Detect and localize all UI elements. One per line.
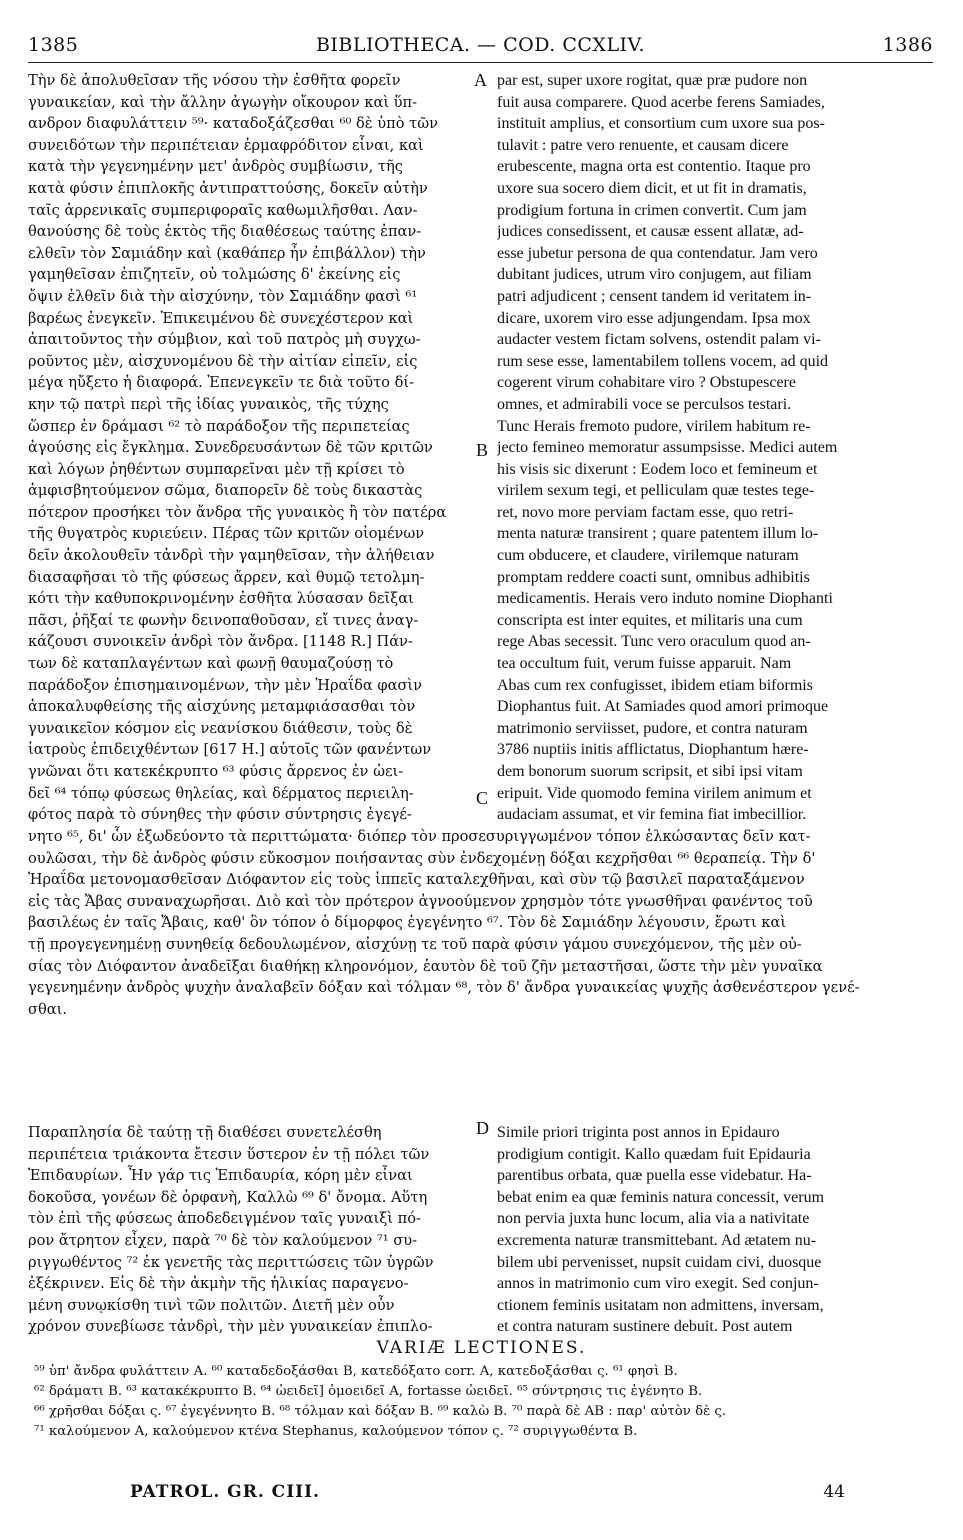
section-marker-d: D <box>476 1118 489 1138</box>
latin-column-bottom <box>497 1122 933 1338</box>
text-line: βασιλέως ἐν ταῖς Ἄβαις, καθ' ὃν τόπον ὁ δίμορφος ἐγεγένητο ⁶⁷. Τὸν δὲ Σαμιάδην λέγουσιν, ἔρωτι καὶ <box>28 914 787 932</box>
text-line: fuit ausa comparere. Quod acerbe ferens Samiades, <box>497 93 825 111</box>
text-line: virilem sexum tegi, et pelliculam quæ testes tege- <box>497 482 815 500</box>
greek-full-width-text <box>28 826 933 1020</box>
text-line: μέγα ηὔξετο ἡ διαφορά. Ἐπενεγκεῖν τε διὰ τοῦτο δί- <box>28 374 415 392</box>
text-line: ταῖς ἀρρενικαῖς συμπεριφοραῖς καθωμιλῆσθαι. Λαν- <box>28 201 418 219</box>
text-line: ροῦντος μὲν, αἰσχυνομένου δὲ τὴν αἰτίαν εἰπεῖν, εἰς <box>28 352 418 370</box>
footer-sheet-number: 44 <box>823 1482 845 1502</box>
text-line: audaciam assumat, et vir femina fiat imbecillior. <box>497 806 807 824</box>
text-line: τὸν ἐπὶ τῆς φύσεως ἀποδεδειγμένον ταῖς γυναιξὶ πό- <box>28 1210 421 1228</box>
section-marker-a: A <box>474 70 487 90</box>
text-line: ὥσπερ ἐν δράμασι ⁶² τὸ παράδοξον τῆς περιπετείας <box>28 417 410 435</box>
running-title: BIBLIOTHECA. — COD. CCXLIV. <box>315 34 646 56</box>
text-line: prodigium contigit. Kallo quædam fuit Epidauria <box>497 1145 811 1163</box>
section-marker-c: C <box>476 788 489 808</box>
text-line: περιπέτεια τριάκοντα ἔτεσιν ὕστερον ἐν τῇ πόλει τῶν <box>28 1145 430 1163</box>
text-line: excrementa naturæ transmittebant. Ad ætatem nu- <box>497 1231 817 1249</box>
text-line: erubescente, magna orta est contentio. Itaque pro <box>497 158 811 176</box>
text-line: conscripta est inter equites, et militaris una cum <box>497 611 803 629</box>
text-line: annos in matrimonio cum viro exegit. Sed conjun- <box>497 1275 819 1293</box>
text-line: Diophantus fuit. At Samiades quod amori primoque <box>497 698 829 716</box>
text-line: ἀγούσης εἰς ἔγκλημα. Συνεδρευσάντων δὲ τῶν κριτῶν <box>28 439 433 457</box>
text-line: prodigium fortuna in crimen convertit. Cum jam <box>497 201 807 219</box>
text-line: Tunc Herais fremoto pudore, virilem habitum re- <box>497 417 811 435</box>
text-line: μένη συνῳκίσθη τινὶ τῶν πολιτῶν. Διετῆ μὲν οὖν <box>28 1296 395 1314</box>
text-line: promptam reddere coacti sunt, omnibus adhibitis <box>497 568 810 586</box>
text-line: ctionem feminis usitatam non admittens, inversam, <box>497 1296 824 1314</box>
text-line: bilem ubi pervenisset, nupsit cuidam civi, duosque <box>497 1253 822 1271</box>
text-line: παράδοξον ἐπισημαινομένων, τὴν μὲν Ἡραΐδα φασὶν <box>28 676 423 694</box>
text-line: eripuit. Vide quomodo femina virilem animum et <box>497 784 812 802</box>
text-line: Ἐπιδαυρίων. Ἦν γάρ τις Ἐπιδαυρία, κόρη μὲν εἶναι <box>28 1167 413 1185</box>
text-line: βαρέως ἐνεγκεῖν. Ἐπικειμένου δὲ συνεχέστερον καὶ <box>28 309 414 327</box>
variae-lectiones-title: VARIÆ LECTIONES. <box>376 1338 587 1358</box>
text-line: judices consedissent, et causæ essent allatæ, ad- <box>497 223 804 241</box>
text-line: par est, super uxore rogitat, quæ præ pudore non <box>497 72 808 89</box>
text-line: ἐξέκρινεν. Εἰς δὲ τὴν ἀκμὴν τῆς ἡλικίας παραγενο- <box>28 1275 409 1293</box>
text-line: γαμηθεῖσαν ἐπιζητεῖν, οὐ τολμώσης δ' ἐκείνης εἰς <box>28 266 401 284</box>
text-line: audacter vestem fictam solvens, ostendit palam vi- <box>497 331 821 349</box>
text-line: cum obducere, et claudere, virilemque naturam <box>497 547 799 565</box>
text-line: ret, novo more perviam factam esse, quo retri- <box>497 503 794 521</box>
text-line: ἀπαιτοῦντος τὴν σύμβιον, καὶ τοῦ πατρὸς μὴ συγχω- <box>28 331 421 349</box>
text-line: et contra naturam sustinere debuit. Post autem <box>497 1318 793 1336</box>
page-header <box>28 34 933 64</box>
text-line: omnes, et admirabili voce se perculsos testari. <box>497 395 792 413</box>
text-line: rum sese esse, lamentabilem tollens vocem, ad quid <box>497 352 829 370</box>
text-line: ρον ἄτρητον εἶχεν, παρὰ ⁷⁰ δὲ τὸν καλούμενον ⁷¹ συ- <box>28 1231 418 1249</box>
section-marker-b: B <box>476 440 489 460</box>
text-line: ριγγωθέντος ⁷² ἐκ γενετῆς τὰς περιττώσεις τῶν ὑγρῶν <box>28 1253 434 1271</box>
text-line: τῆς θυγατρὸς κυριεύειν. Πέρας τῶν κριτῶν οἰομένων <box>28 525 425 543</box>
text-line: τῇ προγεγενημένῃ συνηθείᾳ δεδουλωμένον, αἰσχύνῃ τε τοῦ παρὰ φύσιν γάμου συνεχόμενον, τῆς μὲν οὐ- <box>28 935 802 953</box>
text-line: Τὴν δὲ ἀπολυθεῖσαν τῆς νόσου τὴν ἐσθῆτα φορεῖν <box>28 72 401 89</box>
text-line: κατὰ φύσιν ἐπιπλοκῆς ἀντιπραττούσης, δοκεῖν αὐτὴν <box>28 179 428 197</box>
text-line: parentibus orbata, quæ puella esse videbatur. Ha- <box>497 1167 812 1185</box>
text-line: εἰς τὰς Ἄβας συναναχωρῆσαι. Διὸ καὶ τὸν πρότερον ἀγνοούμενον χρησμὸν τότε γνωσθῆναι φανέντος τοῦ <box>28 892 813 910</box>
text-line: κότι τὴν καθυποκρινομένην ἐσθῆτα λύσασαν δεῖξαι <box>28 590 414 608</box>
text-line: rege Abas secessit. Tunc vero oraculum quod an- <box>497 633 811 651</box>
text-line: patri adjudicent ; censent tandem id veritatem in- <box>497 287 812 305</box>
text-line: φότος παρὰ τὸ σύνηθες τὴν φύσιν σύντρησις ἐγεγέ- <box>28 806 412 824</box>
text-line: κάζουσι συνοικεῖν ἀνδρὶ τὸν ἄνδρα. [1148 R.] Πάν- <box>28 633 413 651</box>
left-page-number: 1385 <box>28 34 79 56</box>
text-line: tulavit : patre vero renuente, et causam dicere <box>497 136 789 154</box>
text-line: κην τῷ πατρὶ περὶ τῆς ἰδίας γυναικὸς, τῆς τύχης <box>28 395 389 413</box>
right-page-number: 1386 <box>882 34 933 56</box>
text-line: των δὲ καταπλαγέντων καὶ φωνῇ θαυμαζούσῃ τὸ <box>28 655 394 673</box>
text-line: δοκοῦσα, γονέων δὲ ὀρφανὴ, Καλλὼ ⁶⁹ δ' ὄνομα. Αὕτη <box>28 1188 428 1206</box>
text-line: menta naturæ transirent ; quare patentem illum lo- <box>497 525 819 543</box>
text-line: Παραπλησία δὲ ταύτῃ τῇ διαθέσει συνετελέσθη <box>28 1124 382 1141</box>
text-line: dem bonorum suorum scripsit, et sibi ipsi vitam <box>497 763 803 780</box>
text-line: χρόνον συνεβίωσε τἀνδρὶ, τὴν μὲν γυναικείαν ἐπιπλο- <box>28 1318 433 1336</box>
text-line: ἀμφισβητούμενον σῶμα, διαπορεῖν δὲ τοὺς δικαστὰς <box>28 482 423 500</box>
text-line: dubitant judices, utrum viro conjugem, aut filiam <box>497 266 812 284</box>
text-line: ⁶² δράματι B. ⁶³ κατακέκρυπτο B. ⁶⁴ ὠειδεῖ] ὁμοειδεῖ A, fortasse ὠειδεῖ. ⁶⁵ σύντρησις τις ἐγένητο B. <box>34 1384 703 1399</box>
text-line: ὄψιν ἐλθεῖν διὰ τὴν αἰσχύνην, τὸν Σαμιάδην φασὶ ⁶¹ <box>28 287 418 305</box>
text-line: esse jubetur persona de qua contendatur. Jam vero <box>497 244 818 262</box>
text-line: instituit amplius, et consortium cum uxore sua pos- <box>497 115 825 133</box>
text-line: jecto femineo memoratur assumpsisse. Medici autem <box>497 439 838 457</box>
text-line: πᾶσι, ῥῆξαί τε φωνὴν δεινοπαθοῦσαν, εἴ τινες ἀναγ- <box>28 611 419 629</box>
text-line: ελθεῖν τὸν Σαμιάδην καὶ (καθάπερ ἦν ἐπιβάλλον) τὴν <box>28 244 426 262</box>
text-line: tea occultum fuit, verum fuisse apparuit. Nam <box>497 655 792 673</box>
text-line: his visis sic dixerunt : Eodem loco et femineum et <box>497 460 818 478</box>
text-line: κατὰ τὴν γεγενημένην μετ' ἀνδρὸς συμβίωσιν, τῆς <box>28 158 403 176</box>
text-line: σθαι. <box>28 1000 67 1018</box>
text-line: ἀποκαλυφθείσης τῆς αἰσχύνης μεταμφιάσασθαι τὸν <box>28 698 416 716</box>
text-line: ἰατροὺς ἐπιδειχθέντων [617 H.] αὐτοῖς τῶν φανέντων <box>28 741 432 759</box>
text-line: διασαφῆσαι τὸ τῆς φύσεως ἄρρεν, καὶ θυμῷ τετολμη- <box>28 568 425 586</box>
text-line: συνειδότων τὴν περιπέτειαν ἑρμαφρόδιτον εἶναι, καὶ <box>28 136 424 154</box>
header-rule <box>28 62 933 63</box>
text-line: γυναικείαν, καὶ τὴν ἄλλην ἀγωγὴν οἴκουρον καὶ ὕπ- <box>28 93 418 111</box>
text-line: θανούσης δὲ τοὺς ἐκτὸς τῆς διαθέσεως ταύτης ἐπαν- <box>28 223 422 241</box>
greek-column-bottom <box>28 1122 468 1338</box>
text-line: γυναικεῖον κόσμον εἰς νεανίσκου διάθεσιν, τοὺς δὲ <box>28 719 413 737</box>
text-line: ⁵⁹ ὑπ' ἄνδρα φυλάττειν A. ⁶⁰ καταδεδοξάσθαι B, κατεδόξατο corr. A, κατεδοξάσθαι ς. ⁶¹ φησὶ B. <box>34 1364 678 1379</box>
variae-lectiones-notes <box>34 1362 934 1442</box>
text-line: γνῶναι ὅτι κατεκέκρυπτο ⁶³ φύσις ἄρρενος ἐν ὠει- <box>28 763 404 780</box>
text-line: ⁶⁶ χρῆσθαι δόξαι ς. ⁶⁷ ἐγεγέννητο B. ⁶⁸ τόλμαν καὶ δόξαν B. ⁶⁹ καλὼ B. ⁷⁰ παρὰ δὲ AB : παρ' αὐτὸν δὲ ς. <box>34 1404 727 1419</box>
text-line: Abas cum rex confugisset, ibidem etiam biformis <box>497 676 813 694</box>
text-line: ανδρον διαφυλάττειν ⁵⁹· καταδοξάζεσθαι ⁶⁰ δὲ ὑπὸ τῶν <box>28 115 439 133</box>
text-line: cogerent virum cohabitare viro ? Obstupescere <box>497 374 796 392</box>
text-line: νητο ⁶⁵, δι' ὧν ἐξωδεύοντο τὰ περιττώματα· διόπερ τὸν προσεσυριγγωμένον τόπον ἑλκώσαντας δεῖν κατ- <box>28 828 811 845</box>
text-line: uxore sua socero diem dicit, et ut fit in dramatis, <box>497 179 807 197</box>
text-line: σίας τὸν Διόφαντον ἀναδεῖξαι διαθήκῃ κληρονόμον, ἑαυτὸν δὲ τοῦ ζῆν μεταστῆσαι, ὥστε τὴν μὲν γυναῖκα <box>28 957 823 975</box>
text-line: δεῖ ⁶⁴ τόπῳ φύσεως θηλείας, καὶ δέρματος περιειλη- <box>28 784 414 802</box>
footer-volume: PATROL. GR. CIII. <box>130 1482 320 1502</box>
text-line: γεγενημένην ἀνδρὸς ψυχὴν ἀναλαβεῖν δόξαν καὶ τόλμαν ⁶⁸, τὸν δ' ἄνδρα γυναικείας ψυχῆς ἀσθενέστερον γενέ- <box>28 979 860 997</box>
text-line: Simile priori triginta post annos in Epidauro <box>497 1124 780 1141</box>
text-line: καὶ λόγων ῥηθέντων συμπαρεῖναι μὲν τῇ κρίσει τὸ <box>28 460 405 478</box>
text-line: 3786 nuptiis initis afflictatus, Diophantum hære- <box>497 741 809 759</box>
greek-column-top <box>28 70 468 826</box>
text-line: ⁷¹ καλούμενον A, καλούμενον κτένα Stephanus, καλούμενον τόπον ς. ⁷² συριγγωθέντα B. <box>34 1424 638 1439</box>
text-line: bebat enim ea quæ feminis natura concessit, verum <box>497 1188 825 1206</box>
text-line: non pervia juxta hunc locum, alia via a nativitate <box>497 1210 810 1228</box>
latin-column-top <box>497 70 933 826</box>
text-line: πότερον προσήκει τὸν ἄνδρα τῆς γυναικὸς ἢ τὸν πατέρα <box>28 503 447 521</box>
text-line: ουλῶσαι, τὴν δὲ ἀνδρὸς φύσιν εὔκοσμον ποιήσαντας σὺν ἐνδεχομένῃ δόξαι κεχρῆσθαι ⁶⁶ θεραπείᾳ. Τὴν δ' <box>28 849 816 867</box>
text-line: δεῖν ἀκολουθεῖν τἀνδρὶ τὴν γαμηθεῖσαν, τὴν ἀλήθειαν <box>28 547 435 565</box>
text-line: dicare, uxorem viro esse adjungendam. Ipsa mox <box>497 309 811 327</box>
text-line: matrimonio serviisset, pudore, et contra naturam <box>497 719 808 737</box>
text-line: medicamentis. Herais vero induto nomine Diophanti <box>497 590 833 608</box>
text-line: Ἡραΐδα μετονομασθεῖσαν Διόφαντον εἰς τοὺς ἱππεῖς καταλεχθῆναι, καὶ σὺν τῷ βασιλεῖ παραταξάμενον <box>28 871 805 889</box>
